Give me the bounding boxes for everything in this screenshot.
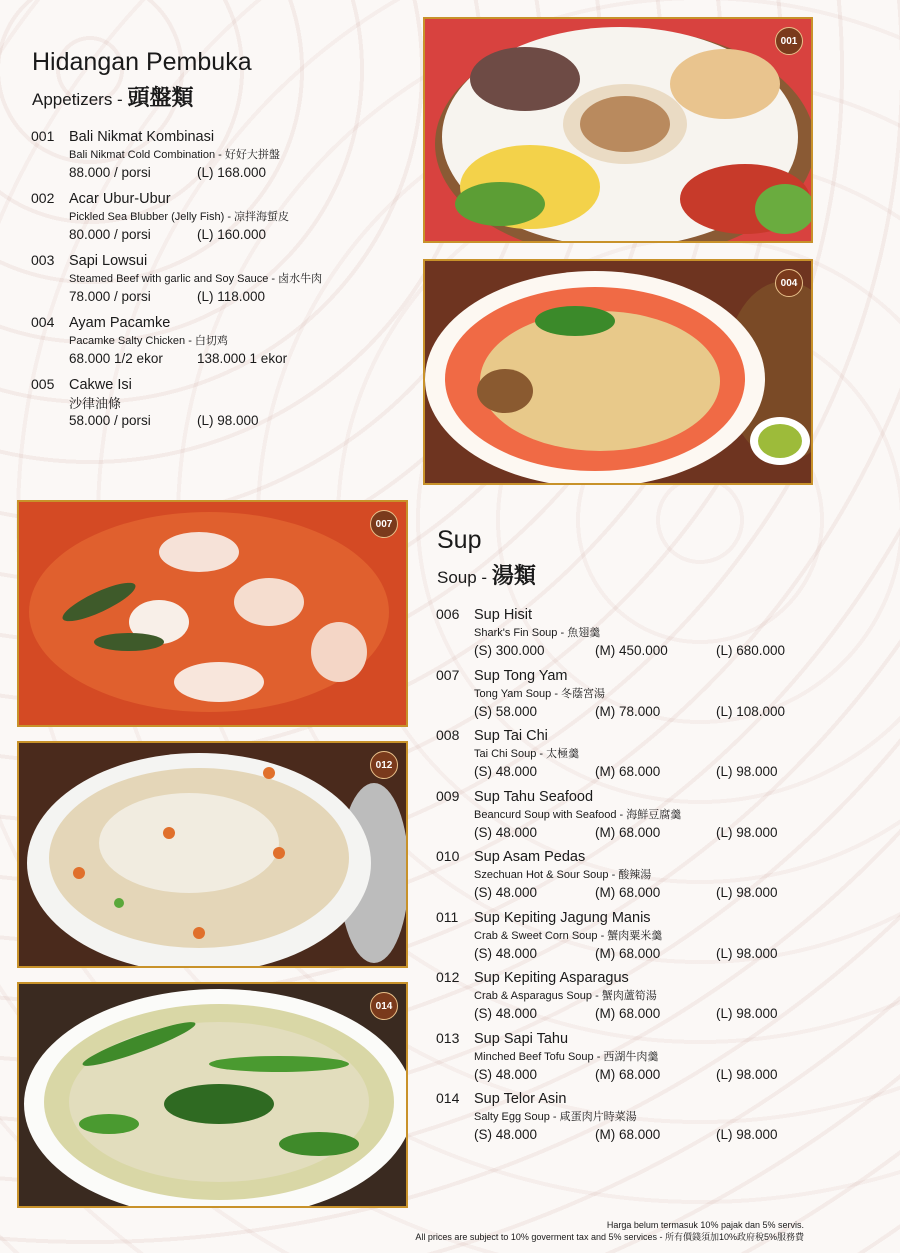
menu-item-009 [436,788,876,849]
item-prices [69,226,391,244]
appetizers-subtitle [32,81,252,112]
item-name: Ayam Pacamke [69,315,171,331]
price-medium: (M) 68.000 [595,945,661,961]
menu-item-014 [436,1090,876,1151]
menu-item-007 [436,667,876,728]
item-prices [474,824,876,842]
photo-badge: 012 [370,751,398,779]
item-prices [69,164,391,182]
soup-subtitle-en: Soup - [437,568,492,587]
photo-badge: 007 [370,510,398,538]
price-small: (S) 48.000 [474,885,538,900]
price-medium: (M) 68.000 [595,1006,661,1021]
price-large: (L) 98.000 [716,945,778,961]
appetizers-title: Hidangan Pembuka [32,48,252,76]
salty-egg-soup-illustration [19,984,406,1206]
item-code: 009 [436,787,460,804]
price-large: (L) 168.000 [197,165,267,180]
item-prices [474,763,876,781]
menu-item-013 [436,1030,876,1091]
item-name: Sup Asam Pedas [474,849,586,865]
soup-subtitle [437,559,536,590]
price-small: (S) 48.000 [474,824,538,840]
price-small: (S) 48.000 [474,1066,538,1082]
price-portion: 88.000 / porsi [69,165,151,180]
photo-salty-egg-soup [17,982,408,1208]
soup-header [437,525,536,590]
item-description: Crab & Sweet Corn Soup - 蟹肉粟米羹 [474,929,663,942]
price-large: (L) 98.000 [197,413,259,428]
item-code: 014 [436,1090,460,1106]
item-name: Sup Tai Chi [474,728,548,744]
price-portion: 78.000 / porsi [69,289,151,304]
cold-combination-illustration [425,19,811,241]
item-description: Salty Egg Soup - 咸蛋肉片時菜湯 [474,1111,637,1123]
menu-item-011 [436,909,876,970]
price-large: (L) 160.000 [197,227,267,242]
soup-subtitle-cn: 湯類 [491,563,536,588]
item-description: Beancurd Soup with Seafood - 海鮮豆腐羹 [474,808,682,821]
price-medium: (M) 78.000 [595,703,661,719]
item-description: Pickled Sea Blubber (Jelly Fish) - 凉拌海蜇皮 [69,211,290,223]
price-large: (L) 98.000 [716,1127,778,1142]
menu-item-010 [436,848,876,909]
price-note-id: Harga belum termasuk 10% pajak dan 5% servis. [606,1220,804,1230]
item-name: Cakwe Isi [69,377,132,393]
price-note-en: All prices are subject to 10% goverment tax and 5% services - 所有價錢須加10%政府稅5%服務費 [415,1232,804,1242]
item-prices [69,288,391,306]
item-name: Sup Kepiting Jagung Manis [474,909,651,926]
item-name: Sup Hisit [474,607,533,623]
item-code: 001 [31,128,55,144]
item-description: Tai Chi Soup - 太極羹 [474,748,580,760]
item-prices [69,412,391,430]
chicken-illustration [425,261,811,483]
item-code: 006 [436,606,460,622]
price-small: (S) 300.000 [474,643,545,658]
price-large: (L) 680.000 [716,643,786,658]
tong-yam-illustration [19,502,406,725]
price-large: (L) 108.000 [716,703,786,719]
soup-list [436,606,876,1151]
price-large: (L) 118.000 [197,289,266,304]
crab-soup-illustration [19,743,406,966]
item-code: 012 [436,969,460,985]
item-name: Sapi Lowsui [69,253,148,269]
photo-cold-combination [423,17,813,243]
photo-badge: 001 [775,27,803,55]
item-description: Szechuan Hot & Sour Soup - 酸辣湯 [474,869,652,881]
item-code: 008 [436,727,460,743]
item-code: 003 [31,252,55,268]
photo-pacamke-chicken [423,259,813,485]
item-prices [474,1126,876,1144]
appetizers-subtitle-en: Appetizers - [32,90,128,109]
item-prices [474,884,876,902]
menu-item-003 [31,252,391,314]
appetizers-header [32,47,252,112]
item-name: Bali Nikmat Kombinasi [69,129,215,145]
item-description: Shark's Fin Soup - 魚翅羹 [474,627,601,639]
item-description: Crab & Asparagus Soup - 蟹肉蘆筍湯 [474,990,657,1002]
menu-item-008 [436,727,876,788]
menu-item-012 [436,969,876,1030]
price-note [415,1219,804,1243]
photo-badge: 004 [775,269,803,297]
soup-title: Sup [437,526,482,554]
appetizers-subtitle-cn: 頭盤類 [127,85,194,110]
price-large: (L) 98.000 [716,824,778,840]
item-prices [474,945,876,963]
price-medium: (M) 68.000 [595,764,661,779]
item-name: Sup Tong Yam [474,667,568,684]
item-prices [474,703,876,721]
item-code: 005 [31,376,55,392]
price-portion: 80.000 / porsi [69,227,151,242]
price-medium: (M) 68.000 [595,824,661,840]
item-description: Pacamke Salty Chicken - 白切鸡 [69,335,228,347]
item-code: 007 [436,666,460,683]
price-large: (L) 98.000 [716,1066,778,1082]
item-code: 013 [436,1029,460,1046]
price-large: (L) 98.000 [716,1006,778,1021]
price-medium: (M) 68.000 [595,1127,661,1142]
price-large: (L) 98.000 [716,764,778,779]
item-prices [69,350,391,368]
menu-item-002 [31,190,391,252]
item-prices [474,642,876,660]
item-code: 002 [31,190,55,206]
item-description: 沙律油條 [69,396,122,411]
price-small: (S) 48.000 [474,1006,538,1021]
menu-item-005 [31,376,391,438]
item-name: Sup Kepiting Asparagus [474,970,629,986]
item-description: Steamed Beef with garlic and Soy Sauce - 卤水牛肉 [69,273,323,285]
appetizers-list [31,128,391,438]
menu-item-006 [436,606,876,667]
price-small: (S) 48.000 [474,764,538,779]
price-large: (L) 98.000 [716,885,778,900]
item-prices [474,1005,876,1023]
item-description: Tong Yam Soup - 冬蔭宮湯 [474,687,606,700]
photo-tong-yam-soup [17,500,408,727]
item-code: 011 [436,908,459,925]
item-code: 004 [31,314,55,330]
photo-crab-asparagus-soup [17,741,408,968]
price-medium: (M) 68.000 [595,1066,661,1082]
item-prices [474,1066,876,1084]
price-small: (S) 48.000 [474,945,538,961]
price-medium: (M) 450.000 [595,643,668,658]
item-description: Minched Beef Tofu Soup - 西湖牛肉羹 [474,1050,659,1063]
item-name: Acar Ubur-Ubur [69,191,171,207]
item-name: Sup Telor Asin [474,1091,567,1107]
price-whole: 138.000 1 ekor [197,351,288,366]
item-name: Sup Tahu Seafood [474,788,594,805]
price-small: (S) 48.000 [474,1127,538,1142]
menu-item-004 [31,314,391,376]
item-code: 010 [436,848,460,864]
price-half: 68.000 1/2 ekor [69,351,163,366]
item-description: Bali Nikmat Cold Combination - 好好大拼盤 [69,149,280,161]
item-name: Sup Sapi Tahu [474,1030,569,1047]
price-portion: 58.000 / porsi [69,413,151,428]
price-small: (S) 58.000 [474,703,538,719]
menu-item-001 [31,128,391,190]
photo-badge: 014 [370,992,398,1020]
price-medium: (M) 68.000 [595,885,661,900]
